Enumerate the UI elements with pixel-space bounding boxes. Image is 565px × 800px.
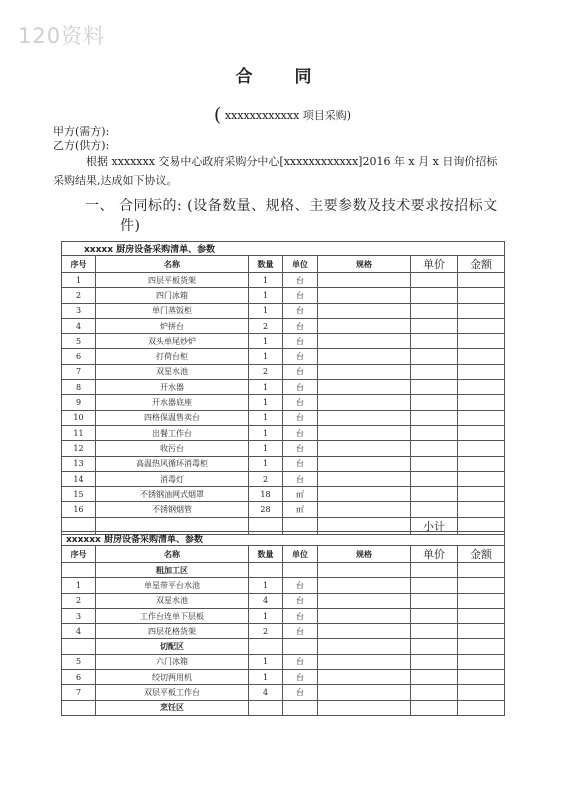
table-row — [62, 578, 505, 593]
cell-qty: 1 — [249, 303, 283, 318]
cell-no: 2 — [62, 593, 96, 608]
cell-name: 双层平板工作台 — [96, 685, 249, 700]
cell-no: 6 — [62, 349, 96, 364]
cell-empty — [458, 563, 505, 578]
table-row — [62, 456, 505, 471]
cell-unit: 台 — [283, 578, 318, 593]
table-row — [62, 318, 505, 333]
cell-spec — [318, 380, 411, 395]
cell-spec — [318, 273, 411, 288]
table-row — [62, 471, 505, 486]
cell-price — [411, 502, 458, 517]
cell-spec — [318, 395, 411, 410]
cell-unit: 台 — [283, 273, 318, 288]
cell-qty: 1 — [249, 456, 283, 471]
header-qty: 数量 — [249, 546, 283, 563]
cell-qty: 1 — [249, 425, 283, 440]
watermark: 120资料 — [18, 24, 106, 48]
cell-spec — [318, 303, 411, 318]
party-a-label: 甲方(需方): — [53, 125, 110, 138]
cell-name: 不锈钢油网式烟罩 — [96, 487, 249, 502]
cell-unit: 台 — [283, 334, 318, 349]
cell-amount — [458, 578, 505, 593]
cell-price — [411, 273, 458, 288]
zone-label: 粗加工区 — [96, 563, 249, 578]
cell-unit: 台 — [283, 395, 318, 410]
cell-spec — [318, 487, 411, 502]
cell-qty: 1 — [249, 578, 283, 593]
table-row — [62, 349, 505, 364]
table-row — [62, 685, 505, 700]
cell-name: 绞切两用机 — [96, 670, 249, 685]
cell-amount — [458, 685, 505, 700]
equipment-table-1 — [61, 241, 505, 535]
cell-unit: 台 — [283, 593, 318, 608]
table-row — [62, 395, 505, 410]
cell-price — [411, 303, 458, 318]
table-2-caption: xxxxxx 厨房设备采购清单、参数 — [62, 532, 505, 546]
zone-row — [62, 563, 505, 578]
subtitle-text: xxxxxxxxxxxx 项目采购) — [224, 109, 352, 122]
cell-amount — [458, 441, 505, 456]
cell-empty — [411, 639, 458, 654]
cell-spec — [318, 349, 411, 364]
cell-spec — [318, 456, 411, 471]
cell-empty — [249, 700, 283, 715]
table-row — [62, 654, 505, 669]
cell-empty — [411, 700, 458, 715]
cell-empty — [249, 563, 283, 578]
cell-amount — [458, 593, 505, 608]
cell-price — [411, 425, 458, 440]
cell-qty: 4 — [249, 685, 283, 700]
cell-qty: 1 — [249, 288, 283, 303]
cell-unit: 台 — [283, 456, 318, 471]
cell-amount — [458, 334, 505, 349]
cell-price — [411, 364, 458, 379]
cell-price — [411, 593, 458, 608]
cell-qty: 1 — [249, 441, 283, 456]
cell-qty: 28 — [249, 502, 283, 517]
cell-price — [411, 456, 458, 471]
cell-price — [411, 654, 458, 669]
cell-unit: 台 — [283, 288, 318, 303]
table-row — [62, 273, 505, 288]
cell-qty: 1 — [249, 334, 283, 349]
table-row — [62, 502, 505, 517]
cell-qty: 1 — [249, 608, 283, 623]
cell-price — [411, 334, 458, 349]
cell-no — [62, 563, 96, 578]
cell-spec — [318, 425, 411, 440]
cell-price — [411, 670, 458, 685]
cell-no: 3 — [62, 608, 96, 623]
cell-name: 四门冰箱 — [96, 288, 249, 303]
header-spec: 规格 — [318, 256, 411, 273]
subtotal-label: 小计 — [411, 517, 458, 534]
cell-no: 5 — [62, 654, 96, 669]
cell-no — [62, 700, 96, 715]
cell-empty — [249, 639, 283, 654]
cell-empty — [283, 639, 318, 654]
cell-qty: 1 — [249, 654, 283, 669]
zone-label: 烹饪区 — [96, 700, 249, 715]
cell-amount — [458, 395, 505, 410]
cell-amount — [458, 471, 505, 486]
table-row — [62, 334, 505, 349]
cell-name: 单星带平台水池 — [96, 578, 249, 593]
cell-qty: 1 — [249, 410, 283, 425]
cell-qty: 1 — [249, 670, 283, 685]
cell-unit: 台 — [283, 364, 318, 379]
cell-empty — [283, 563, 318, 578]
cell-unit: 台 — [283, 670, 318, 685]
section-1-line-1: 一、 合同标的: (设备数量、规格、主要参数及技术要求按招标文 — [85, 198, 498, 214]
cell-no: 14 — [62, 471, 96, 486]
cell-empty — [458, 700, 505, 715]
table-row — [62, 608, 505, 623]
cell-qty: 1 — [249, 273, 283, 288]
cell-spec — [318, 410, 411, 425]
cell-amount — [458, 318, 505, 333]
table-row — [62, 288, 505, 303]
cell-qty: 2 — [249, 318, 283, 333]
zone-label: 切配区 — [96, 639, 249, 654]
table-row — [62, 593, 505, 608]
cell-empty — [318, 563, 411, 578]
party-b-label: 乙方(供方): — [53, 139, 110, 152]
cell-amount — [458, 349, 505, 364]
header-qty: 数量 — [249, 256, 283, 273]
cell-spec — [318, 624, 411, 639]
cell-unit: 台 — [283, 654, 318, 669]
cell-price — [411, 487, 458, 502]
cell-no: 16 — [62, 502, 96, 517]
cell-spec — [318, 318, 411, 333]
cell-no: 1 — [62, 273, 96, 288]
cell-name: 高温热风循环消毒柜 — [96, 456, 249, 471]
subtitle-open-paren: ( — [213, 104, 222, 126]
cell-no: 7 — [62, 364, 96, 379]
cell-spec — [318, 334, 411, 349]
cell-unit: 台 — [283, 608, 318, 623]
cell-price — [411, 349, 458, 364]
cell-qty: 4 — [249, 593, 283, 608]
table-row — [62, 670, 505, 685]
cell-price — [411, 608, 458, 623]
cell-price — [411, 288, 458, 303]
table-1-caption: xxxxx 厨房设备采购清单、参数 — [62, 242, 505, 256]
cell-amount — [458, 670, 505, 685]
cell-price — [411, 685, 458, 700]
header-name: 名称 — [96, 546, 249, 563]
cell-empty — [283, 700, 318, 715]
cell-amount — [458, 487, 505, 502]
header-no: 序号 — [62, 256, 96, 273]
intro-paragraph: 根据 xxxxxxx 交易中心政府采购分中心[xxxxxxxxxxxx]2016 年 x 月 x 日询价招标采购结果,达成如下协议。 — [53, 155, 498, 187]
cell-spec — [318, 578, 411, 593]
equipment-table-2 — [61, 531, 505, 716]
cell-unit: ㎡ — [283, 487, 318, 502]
cell-amount — [458, 410, 505, 425]
cell-name: 工作台连单下层板 — [96, 608, 249, 623]
cell-unit: 台 — [283, 380, 318, 395]
cell-unit: 台 — [283, 441, 318, 456]
cell-price — [411, 318, 458, 333]
table-row — [62, 410, 505, 425]
cell-amount — [458, 364, 505, 379]
header-spec: 规格 — [318, 546, 411, 563]
cell-amount — [458, 425, 505, 440]
cell-spec — [318, 670, 411, 685]
cell-price — [411, 441, 458, 456]
cell-unit: 台 — [283, 685, 318, 700]
zone-row — [62, 639, 505, 654]
cell-empty — [411, 563, 458, 578]
contract-title: 合 同 — [235, 67, 330, 87]
cell-spec — [318, 654, 411, 669]
cell-amount — [458, 624, 505, 639]
cell-amount — [458, 273, 505, 288]
cell-amount — [458, 608, 505, 623]
cell-spec — [318, 593, 411, 608]
cell-price — [411, 578, 458, 593]
table-row — [62, 303, 505, 318]
table-row — [62, 624, 505, 639]
cell-name: 单门蒸饭柜 — [96, 303, 249, 318]
cell-spec — [318, 471, 411, 486]
cell-no: 8 — [62, 380, 96, 395]
section-1-heading — [85, 196, 505, 236]
table-row — [62, 487, 505, 502]
cell-qty: 2 — [249, 624, 283, 639]
cell-amount — [458, 380, 505, 395]
cell-no: 2 — [62, 288, 96, 303]
header-unit: 单位 — [283, 546, 318, 563]
cell-amount — [458, 654, 505, 669]
cell-no — [62, 639, 96, 654]
cell-name: 六门冰箱 — [96, 654, 249, 669]
header-name: 名称 — [96, 256, 249, 273]
cell-unit: ㎡ — [283, 502, 318, 517]
header-amount: 金额 — [458, 256, 505, 273]
cell-name: 双星水池 — [96, 364, 249, 379]
cell-no: 9 — [62, 395, 96, 410]
cell-amount — [458, 502, 505, 517]
section-1-line-2: 件) — [120, 218, 141, 234]
cell-unit: 台 — [283, 318, 318, 333]
table-2-header-row — [62, 546, 505, 563]
cell-name: 开水器底座 — [96, 395, 249, 410]
cell-amount — [458, 288, 505, 303]
header-unit: 单位 — [283, 256, 318, 273]
cell-name: 双头单尾炒炉 — [96, 334, 249, 349]
cell-unit: 台 — [283, 471, 318, 486]
cell-unit: 台 — [283, 410, 318, 425]
cell-price — [411, 410, 458, 425]
cell-spec — [318, 364, 411, 379]
cell-name: 打荷台柜 — [96, 349, 249, 364]
cell-unit: 台 — [283, 303, 318, 318]
cell-spec — [318, 608, 411, 623]
cell-qty: 2 — [249, 364, 283, 379]
header-amount: 金额 — [458, 546, 505, 563]
cell-no: 7 — [62, 685, 96, 700]
cell-name: 四格保温售卖台 — [96, 410, 249, 425]
cell-no: 4 — [62, 624, 96, 639]
cell-unit: 台 — [283, 425, 318, 440]
cell-price — [411, 471, 458, 486]
cell-no: 10 — [62, 410, 96, 425]
cell-qty: 1 — [249, 395, 283, 410]
cell-name: 双星水池 — [96, 593, 249, 608]
table-1-header-row — [62, 256, 505, 273]
cell-name: 开水器 — [96, 380, 249, 395]
table-row — [62, 425, 505, 440]
cell-no: 5 — [62, 334, 96, 349]
cell-unit: 台 — [283, 624, 318, 639]
cell-no: 4 — [62, 318, 96, 333]
table-row — [62, 380, 505, 395]
cell-name: 炉拼台 — [96, 318, 249, 333]
cell-spec — [318, 502, 411, 517]
cell-name: 出餐工作台 — [96, 425, 249, 440]
cell-no: 11 — [62, 425, 96, 440]
cell-no: 12 — [62, 441, 96, 456]
cell-unit: 台 — [283, 349, 318, 364]
cell-no: 1 — [62, 578, 96, 593]
cell-amount — [458, 456, 505, 471]
cell-price — [411, 380, 458, 395]
cell-name: 不锈钢烟管 — [96, 502, 249, 517]
cell-spec — [318, 288, 411, 303]
header-price: 单价 — [411, 256, 458, 273]
cell-price — [411, 395, 458, 410]
cell-name: 四层平板货架 — [96, 273, 249, 288]
cell-spec — [318, 685, 411, 700]
cell-empty — [318, 639, 411, 654]
cell-spec — [318, 441, 411, 456]
cell-qty: 1 — [249, 380, 283, 395]
header-no: 序号 — [62, 546, 96, 563]
table-row — [62, 364, 505, 379]
zone-row — [62, 700, 505, 715]
cell-no: 13 — [62, 456, 96, 471]
cell-empty — [318, 700, 411, 715]
header-price: 单价 — [411, 546, 458, 563]
cell-no: 6 — [62, 670, 96, 685]
cell-qty: 2 — [249, 471, 283, 486]
cell-empty — [458, 639, 505, 654]
cell-name: 消毒灯 — [96, 471, 249, 486]
cell-qty: 1 — [249, 349, 283, 364]
table-row — [62, 441, 505, 456]
cell-no: 15 — [62, 487, 96, 502]
cell-amount — [458, 303, 505, 318]
cell-name: 收污台 — [96, 441, 249, 456]
cell-qty: 18 — [249, 487, 283, 502]
cell-name: 四层花格货架 — [96, 624, 249, 639]
cell-no: 3 — [62, 303, 96, 318]
cell-price — [411, 624, 458, 639]
